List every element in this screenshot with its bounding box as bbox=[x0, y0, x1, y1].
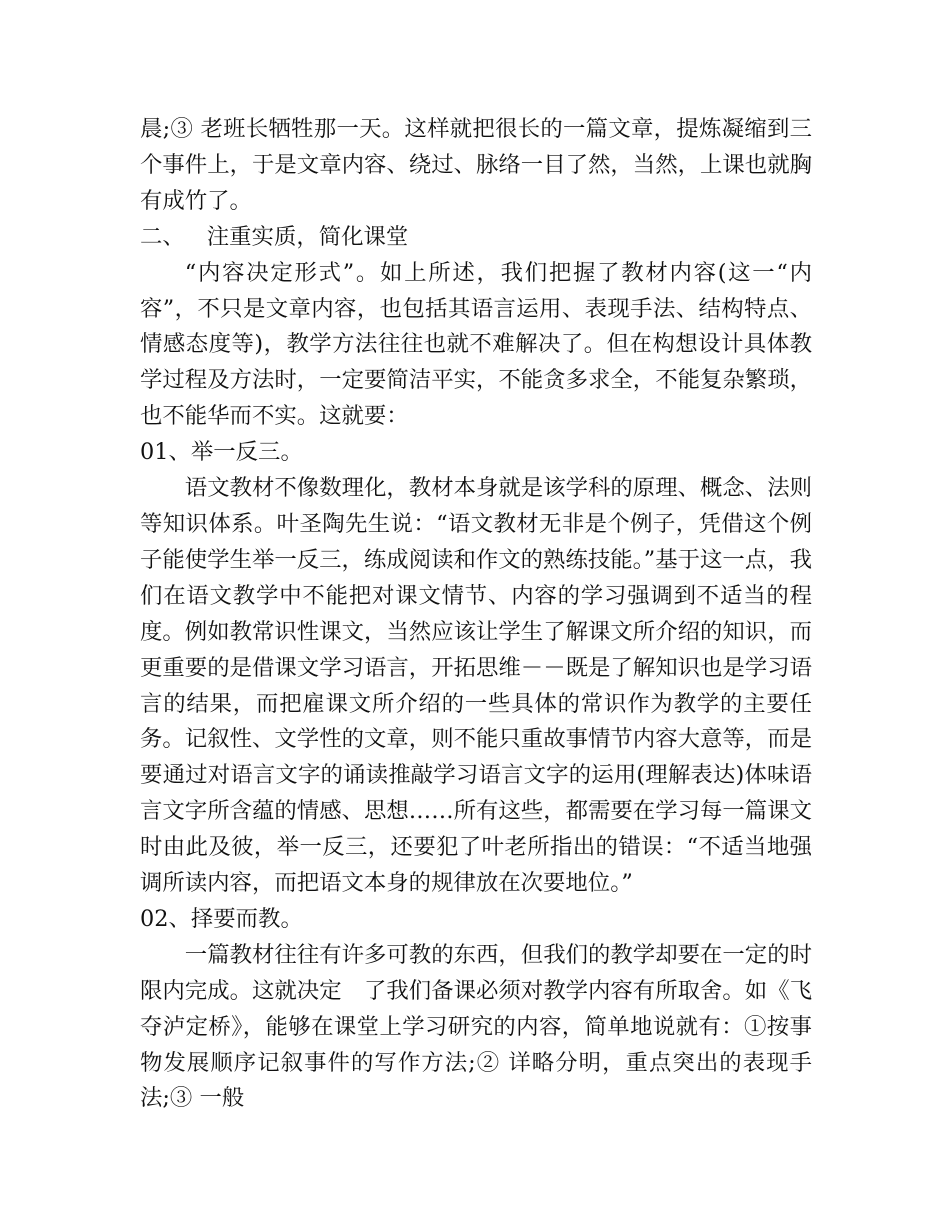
paragraph-continuation: 晨;③ 老班长牺牲那一天。这样就把很长的一篇文章，提炼凝缩到三个事件上，于是文章内容、绕过、脉络一目了然，当然，上课也就胸有成竹了。 bbox=[140, 116, 812, 214]
paragraph-ye-shengtao: 语文教材不像数理化，教材本身就是该学科的原理、概念、法则等知识体系。叶圣陶先生说：“语文教材无非是个例子，凭借这个例子能使学生举一反三，练成阅读和作文的熟练技能。”基于这一点，我们在语文教学中不能把对课文情节、内容的学习强调到不适当的程度。例如教常识性课文，当然应该让学生了解课文所介绍的知识，而更重要的是借课文学习语言，开拓思维－－既是了解知识也是学习语言的结果，而把雇课文所介绍的一些具体的常识作为教学的主要任务。记叙性、文学性的文章，则不能只重故事情节内容大意等，而是要通过对语言文字的诵读推敲学习语言文字的运用(理解表达)体味语言文字所含蕴的情感、思想……所有这些，都需要在学习每一篇课文时由此及彼，举一反三，还要犯了叶老所指出的错误：“不适当地强调所读内容，而把语文本身的规律放在次要地位。” bbox=[140, 475, 812, 897]
document-body bbox=[140, 112, 812, 1117]
subheading-item-2: 02、择要而教。 bbox=[140, 905, 303, 932]
subheading-item-1: 01、举一反三。 bbox=[140, 439, 303, 466]
section-title: 注重实质，简化课堂 bbox=[206, 223, 409, 250]
paragraph-textbook-selection: 一篇教材往往有许多可教的东西，但我们的教学却要在一定的时限内完成。这就决定 了我们备课必须对教学内容有所取舍。如《飞夺泸定桥》，能够在课堂上学习研究的内容，简单地说就有：①按事物发展顺序记叙事件的写作方法;② 详略分明，重点突出的表现手法;③ 一般 bbox=[140, 941, 812, 1112]
section-heading bbox=[140, 220, 812, 256]
section-number: 二、 bbox=[140, 223, 185, 250]
paragraph-content-form: “内容决定形式”。如上所述，我们把握了教材内容(这一“内容”，不只是文章内容，也包括其语言运用、表现手法、结构特点、情感态度等)，教学方法往往也就不难解决了。但在构想设计具体教学过程及方法时，一定要简洁平实，不能贪多求全，不能复杂繁琐，也不能华而不实。这就要： bbox=[140, 259, 812, 430]
